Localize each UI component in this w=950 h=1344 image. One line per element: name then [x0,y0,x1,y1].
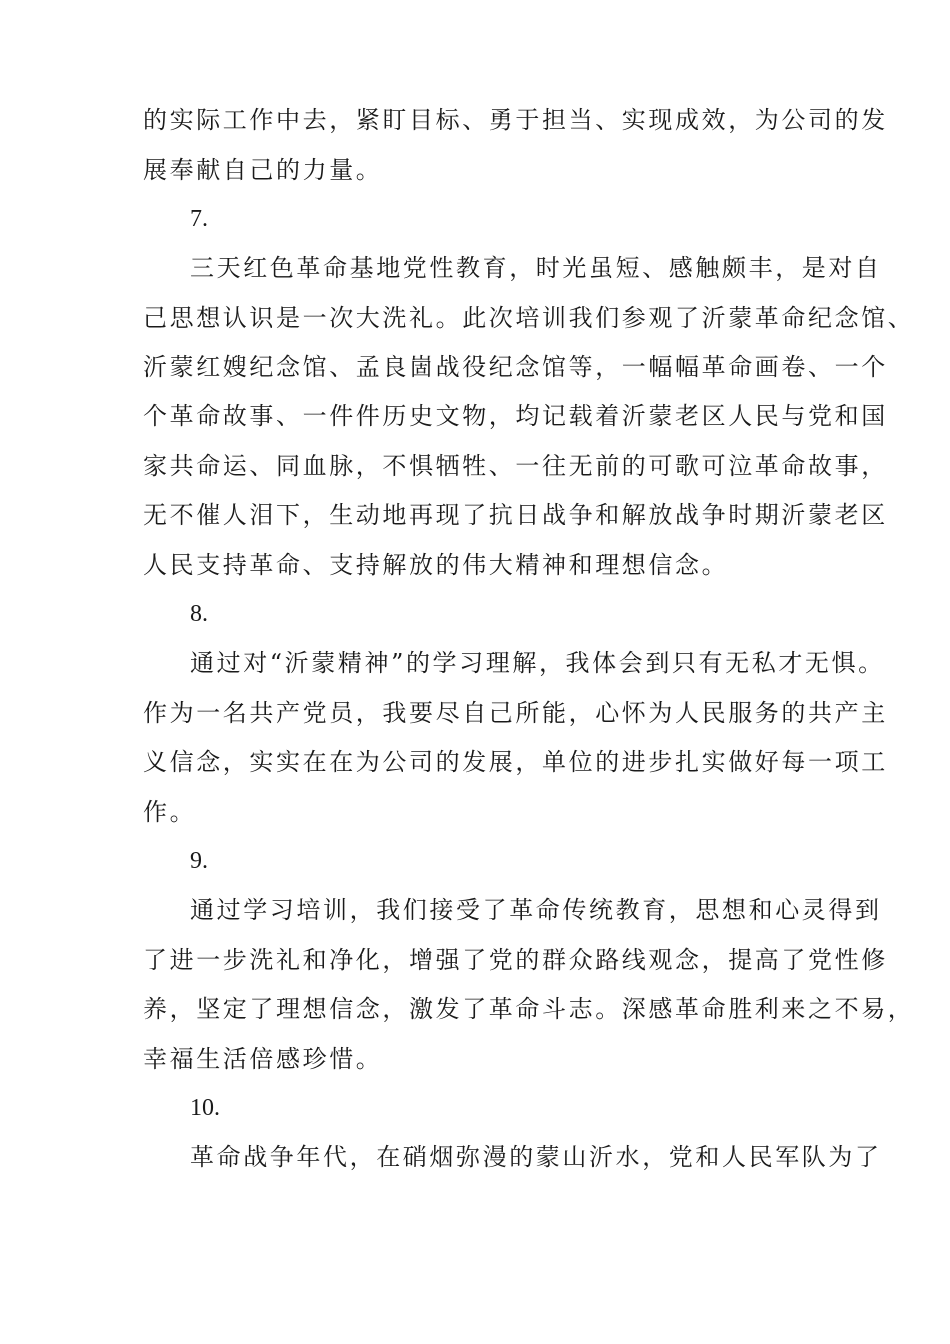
paragraph-line: 通过对“沂蒙精神”的学习理解，我体会到只有无私才无惧。 [190,649,885,677]
item-number: 8. [190,601,208,627]
paragraph-line: 己思想认识是一次大洗礼。此次培训我们参观了沂蒙革命纪念馆、 [143,304,915,332]
paragraph-line: 了进一步洗礼和净化，增强了党的群众路线观念，提高了党性修 [143,946,888,974]
paragraph-line: 通过学习培训，我们接受了革命传统教育，思想和心灵得到 [190,896,882,924]
paragraph-line: 革命战争年代，在硝烟弥漫的蒙山沂水，党和人民军队为了 [190,1143,882,1171]
paragraph-line: 作为一名共产党员，我要尽自己所能，心怀为人民服务的共产主 [143,699,888,727]
paragraph-line: 个革命故事、一件件历史文物，均记载着沂蒙老区人民与党和国 [143,402,888,430]
paragraph-line: 幸福生活倍感珍惜。 [143,1045,383,1073]
paragraph-line: 的实际工作中去，紧盯目标、勇于担当、实现成效，为公司的发 [143,106,888,134]
paragraph-line: 展奉献自己的力量。 [143,156,383,184]
paragraph-line: 三天红色革命基地党性教育，时光虽短、感触颇丰，是对自 [190,254,882,282]
item-number: 9. [190,848,208,874]
paragraph-line: 义信念，实实在在为公司的发展，单位的进步扎实做好每一项工 [143,748,888,776]
paragraph-line: 养，坚定了理想信念，激发了革命斗志。深感革命胜利来之不易， [143,995,915,1023]
paragraph-line: 作。 [143,798,197,826]
paragraph-line: 家共命运、同血脉，不惧牺牲、一往无前的可歌可泣革命故事， [143,452,888,480]
item-number: 7. [190,206,208,232]
paragraph-line: 沂蒙红嫂纪念馆、孟良崮战役纪念馆等，一幅幅革命画卷、一个 [143,353,888,381]
item-number: 10. [190,1095,220,1121]
paragraph-line: 人民支持革命、支持解放的伟大精神和理想信念。 [143,551,729,579]
paragraph-line: 无不催人泪下，生动地再现了抗日战争和解放战争时期沂蒙老区 [143,501,888,529]
